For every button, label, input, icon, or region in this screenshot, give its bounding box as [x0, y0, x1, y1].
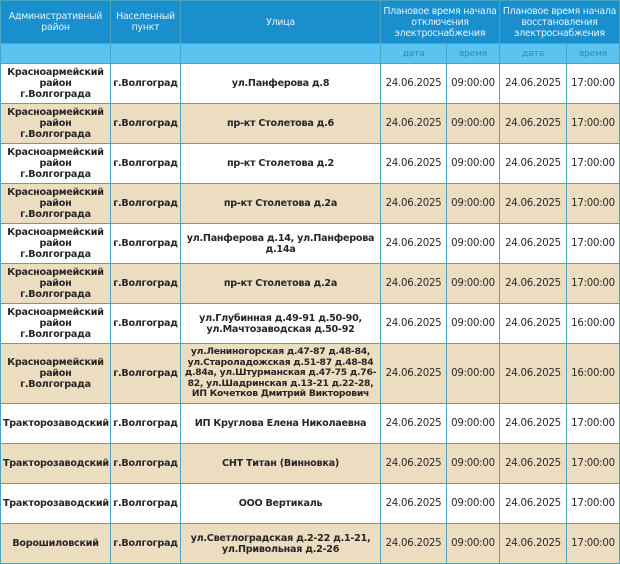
cell-off-time: 09:00:00: [447, 524, 500, 564]
subheader-on-date: дата: [500, 44, 567, 64]
cell-locality: г.Волгоград: [111, 184, 181, 224]
cell-off-time: 09:00:00: [447, 484, 500, 524]
cell-street: ООО Вертикаль: [181, 484, 381, 524]
table-row: [1, 184, 620, 224]
cell-on-date: 24.06.2025: [500, 444, 567, 484]
header-outage-start: Плановое время начала отключения электроснабжения: [381, 1, 500, 44]
subheader-row: [1, 44, 620, 64]
cell-off-date: 24.06.2025: [381, 184, 447, 224]
table-row: [1, 444, 620, 484]
header-restore-start: Плановое время начала восстановления электроснабжения: [500, 1, 620, 44]
cell-on-date: 24.06.2025: [500, 224, 567, 264]
cell-off-time: 09:00:00: [447, 344, 500, 404]
cell-on-time: 16:00:00: [567, 304, 620, 344]
subheader-empty: [111, 44, 181, 64]
cell-off-time: 09:00:00: [447, 264, 500, 304]
cell-street: ул.Лениногорская д.47-87 д.48-84, ул.Староладожская д.51-87 д.48-84 д.84а, ул.Штурманская д.47-75 д.76-82, ул.Шадринская д.13-21 д.22-28, ИП Кочетков Дмитрий Викторович: [181, 344, 381, 404]
cell-on-time: 17:00:00: [567, 144, 620, 184]
cell-locality: г.Волгоград: [111, 484, 181, 524]
subheader-off-time: время: [447, 44, 500, 64]
cell-district: Тракторозаводский: [1, 404, 111, 444]
cell-on-date: 24.06.2025: [500, 64, 567, 104]
subheader-on-time: время: [567, 44, 620, 64]
cell-off-date: 24.06.2025: [381, 444, 447, 484]
cell-on-time: 16:00:00: [567, 344, 620, 404]
cell-district: Ворошиловский: [1, 524, 111, 564]
cell-street: пр-кт Столетова д.2а: [181, 264, 381, 304]
cell-on-date: 24.06.2025: [500, 104, 567, 144]
table-row: [1, 304, 620, 344]
cell-on-date: 24.06.2025: [500, 304, 567, 344]
cell-locality: г.Волгоград: [111, 224, 181, 264]
cell-off-date: 24.06.2025: [381, 344, 447, 404]
cell-district: Красноармейский район г.Волгограда: [1, 64, 111, 104]
cell-district: Красноармейский район г.Волгограда: [1, 104, 111, 144]
cell-locality: г.Волгоград: [111, 64, 181, 104]
cell-on-time: 17:00:00: [567, 104, 620, 144]
cell-off-date: 24.06.2025: [381, 404, 447, 444]
table-row: [1, 144, 620, 184]
cell-district: Красноармейский район г.Волгограда: [1, 184, 111, 224]
cell-off-date: 24.06.2025: [381, 144, 447, 184]
subheader-off-date: дата: [381, 44, 447, 64]
cell-street: пр-кт Столетова д.2а: [181, 184, 381, 224]
cell-on-time: 17:00:00: [567, 184, 620, 224]
subheader-empty: [1, 44, 111, 64]
cell-locality: г.Волгоград: [111, 444, 181, 484]
cell-off-time: 09:00:00: [447, 184, 500, 224]
cell-on-date: 24.06.2025: [500, 184, 567, 224]
cell-off-time: 09:00:00: [447, 64, 500, 104]
table-row: [1, 484, 620, 524]
cell-locality: г.Волгоград: [111, 144, 181, 184]
cell-district: Тракторозаводский: [1, 484, 111, 524]
cell-district: Красноармейский район г.Волгограда: [1, 144, 111, 184]
cell-on-date: 24.06.2025: [500, 404, 567, 444]
cell-on-time: 17:00:00: [567, 224, 620, 264]
cell-on-date: 24.06.2025: [500, 264, 567, 304]
cell-on-time: 17:00:00: [567, 524, 620, 564]
cell-locality: г.Волгоград: [111, 404, 181, 444]
cell-street: пр-кт Столетова д.6: [181, 104, 381, 144]
header-locality: Населенный пункт: [111, 1, 181, 44]
cell-off-date: 24.06.2025: [381, 104, 447, 144]
cell-district: Тракторозаводский: [1, 444, 111, 484]
cell-street: ул.Панферова д.14, ул.Панферова д.14а: [181, 224, 381, 264]
cell-street: СНТ Титан (Винновка): [181, 444, 381, 484]
cell-district: Красноармейский район г.Волгограда: [1, 304, 111, 344]
table-row: [1, 64, 620, 104]
cell-off-date: 24.06.2025: [381, 224, 447, 264]
cell-off-time: 09:00:00: [447, 304, 500, 344]
cell-on-date: 24.06.2025: [500, 344, 567, 404]
header-street: Улица: [181, 1, 381, 44]
cell-on-date: 24.06.2025: [500, 524, 567, 564]
table-row: [1, 224, 620, 264]
cell-off-time: 09:00:00: [447, 104, 500, 144]
cell-locality: г.Волгоград: [111, 104, 181, 144]
cell-off-time: 09:00:00: [447, 444, 500, 484]
cell-street: ИП Круглова Елена Николаевна: [181, 404, 381, 444]
cell-on-time: 17:00:00: [567, 444, 620, 484]
table-row: [1, 264, 620, 304]
cell-district: Красноармейский район г.Волгограда: [1, 264, 111, 304]
table-row: [1, 404, 620, 444]
header-row: [1, 1, 620, 44]
cell-street: ул.Глубинная д.49-91 д.50-90, ул.Мачтозаводская д.50-92: [181, 304, 381, 344]
cell-district: Красноармейский район г.Волгограда: [1, 344, 111, 404]
cell-off-date: 24.06.2025: [381, 524, 447, 564]
cell-off-time: 09:00:00: [447, 404, 500, 444]
cell-locality: г.Волгоград: [111, 264, 181, 304]
subheader-empty: [181, 44, 381, 64]
cell-on-time: 17:00:00: [567, 404, 620, 444]
cell-off-date: 24.06.2025: [381, 484, 447, 524]
cell-on-time: 17:00:00: [567, 264, 620, 304]
cell-off-time: 09:00:00: [447, 224, 500, 264]
cell-on-time: 17:00:00: [567, 484, 620, 524]
table-row: [1, 524, 620, 564]
table-row: [1, 104, 620, 144]
cell-locality: г.Волгоград: [111, 524, 181, 564]
cell-off-date: 24.06.2025: [381, 264, 447, 304]
cell-street: пр-кт Столетова д.2: [181, 144, 381, 184]
cell-street: ул.Панферова д.8: [181, 64, 381, 104]
cell-street: ул.Светлоградская д.2-22 д.1-21, ул.Привольная д.2-26: [181, 524, 381, 564]
header-district: Административный район: [1, 1, 111, 44]
cell-off-date: 24.06.2025: [381, 304, 447, 344]
cell-off-date: 24.06.2025: [381, 64, 447, 104]
cell-off-time: 09:00:00: [447, 144, 500, 184]
cell-on-time: 17:00:00: [567, 64, 620, 104]
table-row: [1, 344, 620, 404]
cell-district: Красноармейский район г.Волгограда: [1, 224, 111, 264]
cell-locality: г.Волгоград: [111, 344, 181, 404]
cell-locality: г.Волгоград: [111, 304, 181, 344]
cell-on-date: 24.06.2025: [500, 144, 567, 184]
table-body: [1, 64, 620, 564]
cell-on-date: 24.06.2025: [500, 484, 567, 524]
